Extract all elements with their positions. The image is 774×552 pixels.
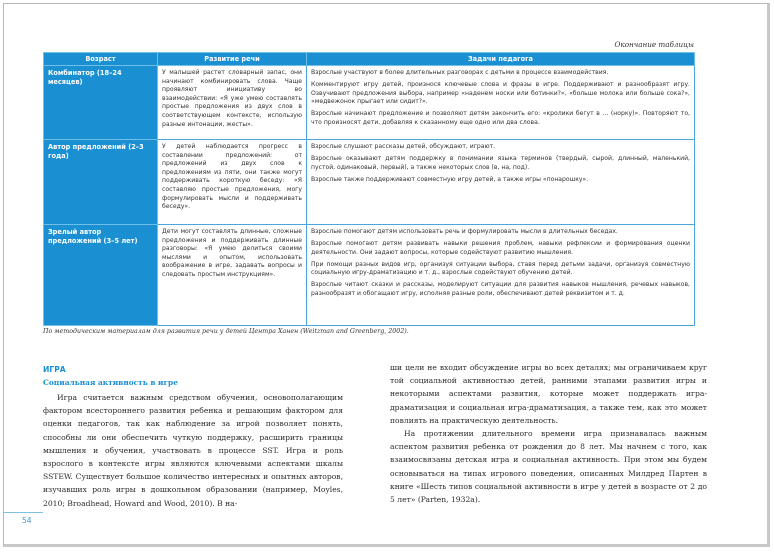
speech-cell: У детей наблюдается прогресс в составлении предложений: от предложений из двух слов к предложениям из пяти, они также могут поддерживать короткую беседу: «Я составляю простые предложения, могу формулировать мысли и поддерживать беседу». bbox=[158, 140, 307, 225]
body-column-right bbox=[390, 361, 707, 506]
task-item: Взрослые помогают детям использовать речь и формулировать мысли в длительных беседах. bbox=[311, 228, 618, 235]
section-title: ИГРА bbox=[43, 365, 66, 374]
body-paragraph: На протяжении длительного времени игра признавалась важным аспектом развития ребенка от рождения до 8 лет. Мы начнем с того, как взаимосвязаны детская игра и социальная активность. При этом мы будем основываться на типах игрового поведения, описанных Милдред Партен в книге «Шесть типов социальной активности в игре у детей в возрасте от 2 до 5 лет» (Parten, 1932a). bbox=[390, 429, 707, 505]
age-cell: Автор предложений (2–3 года) bbox=[44, 140, 158, 225]
body-paragraph: Игра считается важным средством обучения, основополагающим фактором всестороннего развития ребенка и решающим фактором для оценки педагогов, так как наблюдение за игрой позволяет понять, способны ли они обеспечить чуткую поддержку, расширить границы мышления и обучения, участвовать в процессе SST. Игра и роль взрослого в контексте игры являются ключевыми аспектами шкалы SSTEW. Существует большое количество интересных и опытных авторов, изучавших роль игры в дошкольном образовании (например, Moyles, 2010; Broadhead, Howard and Wood, 2010). В на- bbox=[43, 393, 343, 508]
task-item: Взрослые оказывают детям поддержку в понимании языка терминов (твердый, сырой, длинный, маленький, пустой, одинаковый, первый), а также некоторых слов (в, на, под). bbox=[311, 155, 690, 171]
task-item: Комментируют игру детей, произнося ключевые слова и фразы в игре. Поддерживают и разнообразят игру. Озвучивают предложения выбора, например «наденем носки или ботинки?», «больше молока или больше сока?», «медвежонок прыгает или сидит?». bbox=[311, 81, 690, 106]
age-cell: Комбинатор (18–24 месяцев) bbox=[44, 66, 158, 140]
page-number: 54 bbox=[22, 516, 32, 525]
header-teacher-tasks: Задачи педагога bbox=[307, 53, 695, 66]
tasks-cell bbox=[307, 225, 695, 326]
task-item: При помощи разных видов игр, организуя ситуации выбора, ставя перед детьми задачи, организуя совместную социальную игру-драматизацию и т. д., взрослые содействуют обучению детей. bbox=[311, 260, 690, 277]
speech-cell: Дети могут составлять длинные, сложные предложения и поддерживать длинные разговоры: «Я умею делиться своими мыслями и опытом, использовать воображение в игре, задавать вопросы и следовать простым инструкциям». bbox=[158, 225, 307, 326]
page-number-rule bbox=[3, 512, 43, 513]
table-row bbox=[44, 66, 695, 140]
age-cell: Зрелый автор предложений (3–5 лет) bbox=[44, 225, 158, 326]
tasks-cell bbox=[307, 140, 695, 225]
task-item: Взрослые читают сказки и рассказы, моделируют ситуации для развития навыков мышления, речевых навыков, разнообразят и обогащают игру, исполняя разные роли, обеспечивают детей реквизитом и т. д. bbox=[311, 281, 690, 298]
speech-cell: У малышей растет словарный запас, они начинают комбинировать слова. Чаще проявляют инициативу во взаимодействии: «Я уже умею составлять простые предложения из двух слов в соответствующем контексте, использую разные интонации, жесты». bbox=[158, 66, 307, 140]
table-continuation-label: Окончание таблицы bbox=[614, 40, 694, 49]
task-item: Взрослые помогают детям развивать навыки решения проблем, навыки рефлексии и формирования оценки деятельности. Они задают вопросы, которые содействуют развитию мышления. bbox=[311, 240, 690, 256]
tasks-cell bbox=[307, 66, 695, 140]
table-caption: По методическим материалам для развития речи у детей Центра Ханен (Weitzman and Greenberg, 2002). bbox=[43, 328, 409, 335]
task-item: Взрослые также поддерживают совместную игру детей, а также игры «понарошку». bbox=[311, 175, 589, 183]
header-speech-development: Развитие речи bbox=[158, 53, 307, 66]
table-header-row bbox=[44, 53, 695, 66]
section-subtitle: Социальная активность в игре bbox=[43, 378, 178, 387]
task-item: Взрослые начинают предложение и позволяют детям закончить его: «кролики бегут в ... (норку)». Повторяют то, что произносят дети, добавляя к сказанному еще одно или два слова. bbox=[311, 110, 690, 126]
task-item: Взрослые слушают рассказы детей, обсуждают, играют. bbox=[311, 143, 496, 150]
task-item: Взрослые участвуют в более длительных разговорах с детьми в процессе взаимодействия. bbox=[311, 69, 609, 76]
speech-development-table bbox=[43, 52, 695, 326]
body-column-left bbox=[43, 391, 343, 510]
table-row bbox=[44, 140, 695, 225]
table-row bbox=[44, 225, 695, 326]
header-age: Возраст bbox=[44, 53, 158, 66]
body-paragraph: ши цели не входит обсуждение игры во всех деталях; мы ограничиваем круг той социальной активностью детей, ранними этапами развития игры и некоторыми аспектами развития, которые может поддержать игра-драматизация и социальная игра-драматизация, а также тем, как это может повлиять на практическую деятельность. bbox=[390, 363, 707, 425]
